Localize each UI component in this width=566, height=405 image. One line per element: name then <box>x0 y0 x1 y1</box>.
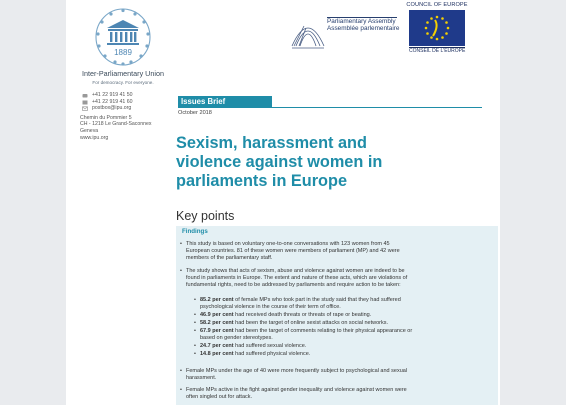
stat-text: had suffered physical violence. <box>233 351 311 357</box>
finding-paragraph <box>180 368 486 382</box>
postal-address <box>80 115 152 141</box>
assembly-chamber-icon <box>290 6 326 54</box>
bullet-icon: • <box>194 328 196 334</box>
ipu-logo <box>80 6 166 85</box>
stat-value: 46.9 per cent <box>200 312 234 318</box>
text-line: The study shows that acts of sexism, abuse and violence against women are indeed to be <box>186 268 405 274</box>
issue-date: October 2018 <box>178 110 212 116</box>
address-line: Geneva <box>80 127 99 134</box>
fax-row <box>80 99 152 106</box>
ipu-name: Inter-Parliamentary Union <box>82 69 164 78</box>
stat-value: 67.9 per cent <box>200 328 234 334</box>
text-line: harassment. <box>186 375 217 381</box>
website-link[interactable]: www.ipu.org <box>80 134 109 141</box>
text-line: members of the parliamentary staff. <box>186 255 273 261</box>
finding-paragraph <box>180 241 486 262</box>
envelope-icon <box>82 106 88 111</box>
coe-logo <box>406 2 468 54</box>
stat-item <box>194 351 490 358</box>
bullet-icon: • <box>194 312 196 318</box>
coe-flag <box>409 10 465 46</box>
stat-item <box>194 312 490 319</box>
stat-text: psychological violence in the course of their term of office. <box>200 304 341 310</box>
text-line: often singled out for attack. <box>186 394 253 400</box>
stat-item <box>194 343 490 350</box>
stat-text: had been the target of comments relating to their physical appearance or <box>233 328 413 334</box>
eu-stars-icon <box>409 10 465 46</box>
fax-number: +41 22 919 41 60 <box>92 98 133 105</box>
bullet-icon: • <box>194 351 196 357</box>
email-address[interactable]: postbox@ipu.org <box>92 105 132 112</box>
ipu-year: 1889 <box>114 48 132 57</box>
document-page <box>66 0 500 405</box>
issues-brief-rule <box>272 107 482 108</box>
phone-number: +41 22 919 41 50 <box>92 92 133 98</box>
stat-text: had received death threats or threats of rape or beating. <box>233 312 372 318</box>
stat-item <box>194 320 490 327</box>
ipu-emblem-icon <box>93 6 153 68</box>
title-line: parliaments in Europe <box>176 172 347 190</box>
bullet-icon: • <box>180 368 182 374</box>
pace-line-fr: Assemblée parlementaire <box>327 25 400 33</box>
bullet-icon: • <box>180 268 182 274</box>
address-line: Chemin du Pommier 5 <box>80 114 132 121</box>
fax-icon <box>82 100 88 105</box>
bullet-icon: • <box>180 387 182 393</box>
stat-text: had been the target of online sexist attacks on social networks. <box>233 320 389 326</box>
coe-name-en: COUNCIL OF EUROPE <box>406 2 468 8</box>
findings-label: Findings <box>182 228 208 235</box>
stat-value: 24.7 per cent <box>200 343 234 349</box>
stat-value: 85.2 per cent <box>200 297 234 303</box>
pace-name <box>327 18 399 33</box>
coe-name-fr: CONSEIL DE L'EUROPE <box>409 48 466 54</box>
bullet-icon: • <box>194 320 196 326</box>
document-title <box>176 134 486 191</box>
text-line: This study is based on voluntary one-to-one conversations with 123 women from 45 <box>186 241 390 247</box>
stat-text: based on gender stereotypes. <box>200 335 273 341</box>
address-line: CH - 1218 Le Grand-Saconnex <box>80 121 152 128</box>
title-line: violence against women in <box>176 153 383 171</box>
text-line: Female MPs under the age of 40 were more frequently subject to psychological and sexual <box>186 368 408 374</box>
issues-brief-label: Issues Brief <box>178 96 272 108</box>
text-line: found in parliaments in Europe. The extent and nature of these acts, which are violations of <box>186 275 408 281</box>
findings-box <box>176 226 498 405</box>
phone-icon <box>82 93 88 98</box>
ipu-tagline: For democracy. For everyone. <box>92 80 154 85</box>
bullet-icon: • <box>180 241 182 247</box>
pace-line-en: Parliamentary Assembly <box>327 18 396 25</box>
pace-logo <box>290 6 400 54</box>
contact-block <box>80 92 152 141</box>
text-line: Female MPs active in the fight against gender inequality and violence against women were <box>186 387 407 393</box>
stat-item <box>194 297 490 311</box>
bullet-icon: • <box>194 343 196 349</box>
stat-text: of female MPs who took part in the study said that they had suffered <box>233 297 401 303</box>
text-line: European countries. 81 of these women were members of parliament (MP) and 42 were <box>186 248 400 254</box>
stat-text: had suffered sexual violence. <box>233 343 307 349</box>
bullet-icon: • <box>194 297 196 303</box>
title-line: Sexism, harassment and <box>176 134 367 152</box>
stat-value: 58.2 per cent <box>200 320 234 326</box>
key-points-heading: Key points <box>176 209 235 223</box>
email-row <box>80 105 152 112</box>
stat-item <box>194 328 490 342</box>
stat-value: 14.8 per cent <box>200 351 234 357</box>
text-line: fundamental rights, need to be addressed by parliaments and require action to be taken: <box>186 282 401 288</box>
finding-paragraph <box>180 387 486 401</box>
finding-paragraph <box>180 268 486 289</box>
phone-row <box>80 92 152 99</box>
